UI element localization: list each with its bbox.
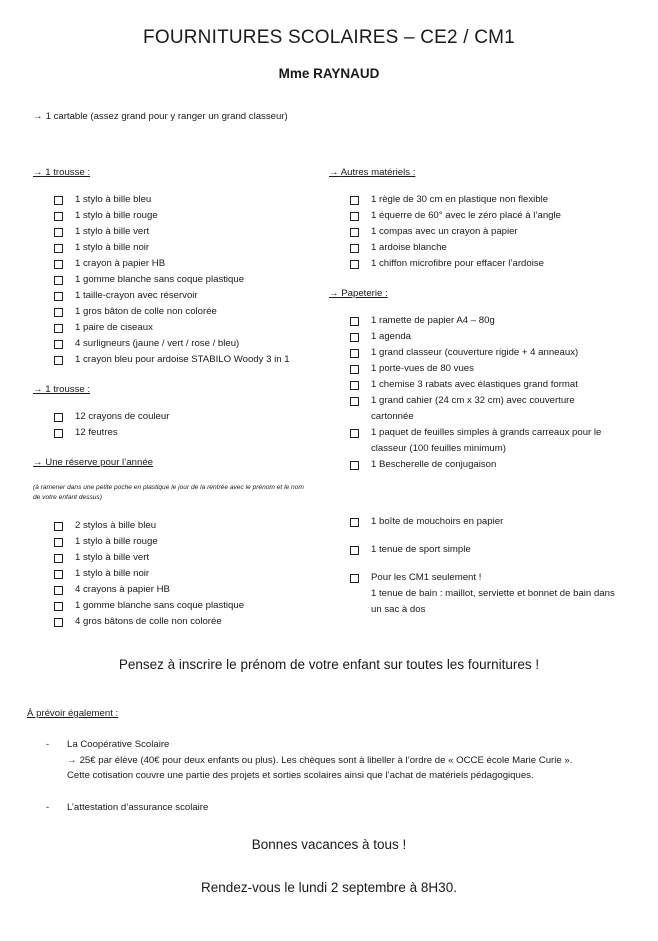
list-item: 1 gros bâton de colle non colorée: [54, 304, 324, 320]
trousse1-list: [54, 192, 324, 368]
trousse1-heading: → 1 trousse :: [33, 167, 91, 178]
list-item: 1 boîte de mouchoirs en papier: [350, 514, 615, 530]
checkbox[interactable]: [54, 522, 63, 531]
autres-heading: → Autres matériels :: [329, 167, 416, 178]
arrow-icon: →: [33, 111, 43, 122]
coop-title: La Coopérative Scolaire: [67, 739, 170, 750]
page-title: FOURNITURES SCOLAIRES – CE2 / CM1: [143, 27, 515, 48]
checkbox[interactable]: [54, 413, 63, 422]
checkbox[interactable]: [350, 228, 359, 237]
list-item: 1 paquet de feuilles simples à grands carreaux pour le classeur (100 feuilles minimum): [350, 425, 615, 457]
vacances-text: Bonnes vacances à tous !: [251, 837, 407, 852]
dash-icon: -: [46, 739, 50, 750]
checkbox[interactable]: [54, 324, 63, 333]
list-item: 1 Bescherelle de conjugaison: [350, 457, 615, 473]
checkbox[interactable]: [54, 196, 63, 205]
arrow-icon: →: [329, 167, 339, 178]
list-item: 1 ramette de papier A4 – 80g: [350, 313, 615, 329]
checkbox[interactable]: [350, 196, 359, 205]
list-item: 1 gomme blanche sans coque plastique: [54, 272, 324, 288]
arrow-icon: →: [33, 384, 43, 395]
list-item: 1 paire de ciseaux: [54, 320, 324, 336]
checkbox[interactable]: [350, 317, 359, 326]
checkbox[interactable]: [350, 212, 359, 221]
list-item: 1 taille-crayon avec réservoir: [54, 288, 324, 304]
list-item: 1 chemise 3 rabats avec élastiques grand format: [350, 377, 615, 393]
reminder-text: Pensez à inscrire le prénom de votre enfant sur toutes les fournitures !: [118, 657, 540, 672]
checkbox[interactable]: [350, 518, 359, 527]
list-item: 12 crayons de couleur: [54, 409, 324, 425]
list-item: 1 équerre de 60° avec le zéro placé à l’angle: [350, 208, 620, 224]
checkbox[interactable]: [350, 244, 359, 253]
checkbox[interactable]: [350, 546, 359, 555]
list-item: 1 règle de 30 cm en plastique non flexible: [350, 192, 620, 208]
list-item: 1 stylo à bille vert: [54, 224, 324, 240]
list-item: 1 crayon bleu pour ardoise STABILO Woody 3 in 1: [54, 352, 324, 368]
reserve-heading: → Une réserve pour l’année: [33, 457, 153, 468]
dash-icon: -: [46, 802, 50, 813]
list-item: 1 stylo à bille bleu: [54, 192, 324, 208]
arrow-icon: →: [33, 167, 43, 178]
list-item-cm1: [350, 570, 615, 618]
coop-line2: Cette cotisation couvre une partie des projets et sorties scolaires ainsi que l’achat de matériels pédagogiques.: [67, 770, 534, 781]
list-item: 1 crayon à papier HB: [54, 256, 324, 272]
coop-line1: 25€ par élève (40€ pour deux enfants ou plus). Les chèques sont à libeller à l’ordre de « OCCE école Marie Curie ».: [79, 754, 573, 766]
checkbox[interactable]: [54, 538, 63, 547]
assurance-text: L’attestation d’assurance scolaire: [67, 802, 209, 813]
list-item: 1 stylo à bille noir: [54, 240, 324, 256]
list-item: 1 stylo à bille rouge: [54, 534, 324, 550]
cm1-detail: 1 tenue de bain : maillot, serviette et bonnet de bain dans un sac à dos: [371, 588, 615, 615]
list-item: 12 feutres: [54, 425, 324, 441]
checkbox[interactable]: [54, 618, 63, 627]
papeterie-list: [350, 313, 615, 473]
arrow-icon: →: [329, 288, 339, 299]
assurance-block: [46, 800, 636, 816]
list-item: 1 compas avec un crayon à papier: [350, 224, 620, 240]
intro-line: [33, 109, 288, 125]
trousse2-heading: → 1 trousse :: [33, 384, 91, 395]
list-item: 2 stylos à bille bleu: [54, 518, 324, 534]
list-item: 1 gomme blanche sans coque plastique: [54, 598, 324, 614]
teacher-name: Mme RAYNAUD: [278, 66, 380, 81]
list-item: 4 crayons à papier HB: [54, 582, 324, 598]
list-item: 4 surligneurs (jaune / vert / rose / bleu): [54, 336, 324, 352]
checkbox[interactable]: [350, 333, 359, 342]
reserve-list: [54, 518, 324, 630]
checkbox[interactable]: [54, 429, 63, 438]
cm1-title: Pour les CM1 seulement !: [371, 572, 482, 583]
checkbox[interactable]: [54, 340, 63, 349]
checkbox[interactable]: [350, 429, 359, 438]
list-item: 1 chiffon microfibre pour effacer l’ardoise: [350, 256, 620, 272]
checkbox[interactable]: [54, 244, 63, 253]
checkbox[interactable]: [350, 574, 359, 583]
reserve-note: (à ramener dans une petite poche en plastique le jour de la rentrée avec le prénom et le nom de votre enfant dessus): [33, 484, 304, 501]
list-item: 1 porte-vues de 80 vues: [350, 361, 615, 377]
checkbox[interactable]: [350, 365, 359, 374]
arrow-icon: →: [67, 754, 77, 766]
checkbox[interactable]: [54, 292, 63, 301]
checkbox[interactable]: [350, 260, 359, 269]
autres-list: [350, 192, 620, 272]
list-item: 1 grand cahier (24 cm x 32 cm) avec couverture cartonnée: [350, 393, 615, 425]
arrow-icon: →: [33, 457, 43, 468]
coop-block: [46, 737, 636, 784]
list-item: 1 grand classeur (couverture rigide + 4 anneaux): [350, 345, 615, 361]
intro-text: 1 cartable (assez grand pour y ranger un grand classeur): [45, 111, 288, 122]
list-item: 4 gros bâtons de colle non colorée: [54, 614, 324, 630]
list-item: 1 stylo à bille vert: [54, 550, 324, 566]
prevoir-heading: À prévoir également :: [27, 708, 119, 719]
checkbox[interactable]: [350, 381, 359, 390]
list-item: 1 stylo à bille noir: [54, 566, 324, 582]
checkbox[interactable]: [54, 570, 63, 579]
checkbox[interactable]: [54, 554, 63, 563]
checkbox[interactable]: [350, 461, 359, 470]
trousse2-list: [54, 409, 324, 441]
papeterie-heading: → Papeterie :: [329, 288, 388, 299]
checkbox[interactable]: [54, 602, 63, 611]
checkbox[interactable]: [54, 586, 63, 595]
checkbox[interactable]: [54, 228, 63, 237]
checkbox[interactable]: [54, 356, 63, 365]
checkbox[interactable]: [54, 260, 63, 269]
checkbox[interactable]: [54, 276, 63, 285]
checkbox[interactable]: [54, 308, 63, 317]
list-item: 1 tenue de sport simple: [350, 542, 615, 558]
checkbox[interactable]: [350, 349, 359, 358]
checkbox[interactable]: [54, 212, 63, 221]
checkbox[interactable]: [350, 397, 359, 406]
list-item: 1 ardoise blanche: [350, 240, 620, 256]
list-item: 1 agenda: [350, 329, 615, 345]
list-item: 1 stylo à bille rouge: [54, 208, 324, 224]
rdv-text: Rendez-vous le lundi 2 septembre à 8H30.: [201, 880, 457, 895]
